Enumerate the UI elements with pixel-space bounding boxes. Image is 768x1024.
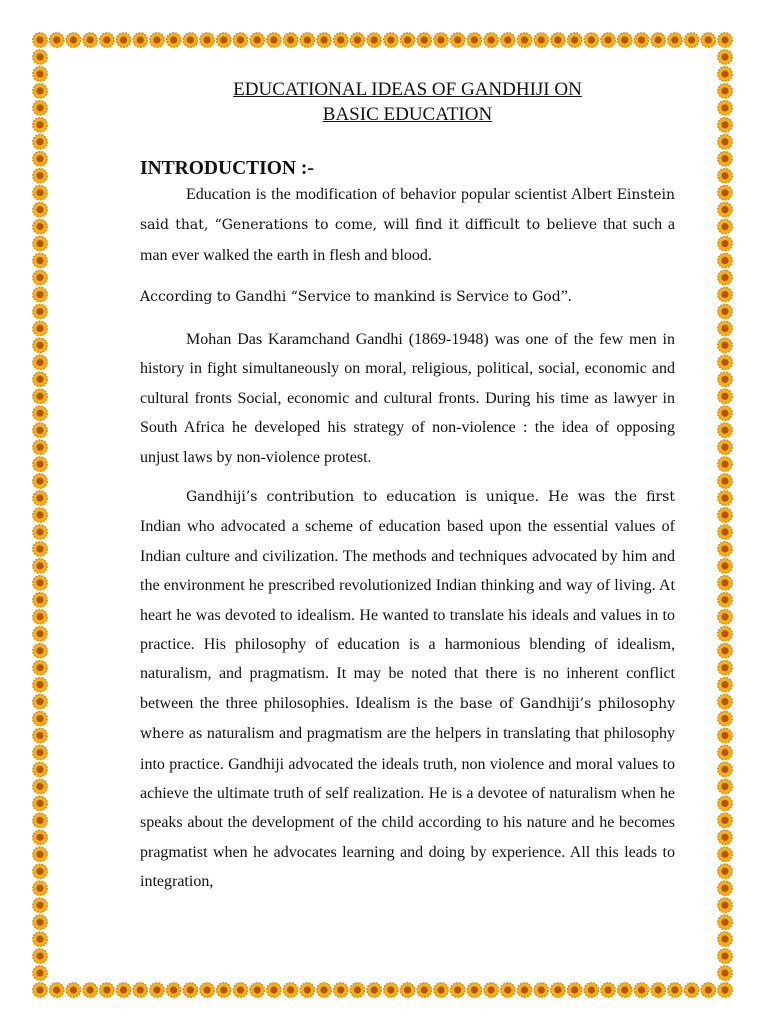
flower-ornament <box>718 185 732 199</box>
paragraph-4-part-a: Gandhiji’s contribution to education is unique. He was the first <box>186 489 675 505</box>
flower-ornament <box>718 491 732 505</box>
paragraph-1-part-a: Education is the modification of behavior popular scientist Albert <box>186 186 617 203</box>
flower-ornament <box>100 983 114 997</box>
paragraph-1-part-b: Einstein said that, “Generations to come, will find it difficult to believe <box>140 187 675 234</box>
flower-ornament <box>33 67 47 81</box>
flower-ornament <box>718 983 732 997</box>
flower-ornament <box>33 169 47 183</box>
flower-ornament <box>400 33 414 47</box>
flower-ornament <box>551 983 565 997</box>
paragraph-4 <box>140 482 675 897</box>
flower-ornament <box>33 576 47 590</box>
flower-ornament <box>267 33 281 47</box>
flower-ornament <box>718 50 732 64</box>
flower-ornament <box>718 796 732 810</box>
paragraph-2-part-b: ”. <box>560 288 572 305</box>
flower-ornament <box>718 423 732 437</box>
flower-ornament <box>33 966 47 980</box>
flower-ornament <box>718 67 732 81</box>
flower-ornament <box>718 728 732 742</box>
flower-ornament <box>618 33 632 47</box>
flower-ornament <box>684 983 698 997</box>
flower-ornament <box>33 627 47 641</box>
flower-ornament <box>33 593 47 607</box>
flower-ornament <box>100 33 114 47</box>
flower-ornament <box>718 847 732 861</box>
flower-ornament <box>133 983 147 997</box>
paragraph-1 <box>140 180 675 270</box>
flower-ornament <box>33 50 47 64</box>
flower-ornament <box>668 983 682 997</box>
flower-ornament <box>718 932 732 946</box>
flower-ornament <box>367 33 381 47</box>
flower-ornament <box>33 660 47 674</box>
flower-ornament <box>217 983 231 997</box>
flower-ornament <box>33 338 47 352</box>
paragraph-2-part-a: According to Gandhi “Service to mankind is Service to God <box>140 289 561 305</box>
flower-ornament <box>718 610 732 624</box>
flower-ornament <box>50 33 64 47</box>
flower-ornament <box>33 779 47 793</box>
flower-ornament <box>33 372 47 386</box>
flower-ornament <box>718 287 732 301</box>
flower-ornament <box>467 33 481 47</box>
flower-ornament <box>350 983 364 997</box>
flower-ornament <box>33 423 47 437</box>
flower-ornament <box>601 983 615 997</box>
flower-ornament <box>384 983 398 997</box>
flower-ornament <box>33 135 47 149</box>
flower-ornament <box>33 559 47 573</box>
flower-ornament <box>718 915 732 929</box>
paragraph-3: Mohan Das Karamchand Gandhi (1869-1948) was one of the few men in history in fight simultaneously on moral, religious, political, social, economic and cultural fronts Social, economic and cultural fronts. During his time as lawyer in South Africa he developed his strategy of non-violence : the idea of opposing unjust laws by non-violence protest. <box>140 331 675 466</box>
paragraph-4-part-b: Indian who advocated a scheme of education based upon the essential values of Indian culture and civilization. The methods and techniques advocated by him and the environment he prescribed revolutionized Indian thinking and way of living. At heart he was devoted to idealism. He wanted to translate his ideals and values in to practice. His philosophy of education is a harmonious blending of idealism, naturalism, and pragmatism. It may be noted that there is no inherent conflict between the three philosophies. Idealism is the <box>140 518 675 712</box>
flower-ornament <box>501 33 515 47</box>
flower-ornament <box>33 762 47 776</box>
flower-ornament <box>501 983 515 997</box>
flower-ornament <box>33 847 47 861</box>
flower-ornament <box>33 84 47 98</box>
flower-ornament <box>718 542 732 556</box>
flower-ornament <box>718 966 732 980</box>
flower-ornament <box>317 33 331 47</box>
flower-ornament <box>267 983 281 997</box>
flower-ornament <box>33 491 47 505</box>
flower-ornament <box>484 983 498 997</box>
flower-ornament <box>116 33 130 47</box>
flower-ornament <box>484 33 498 47</box>
flower-ornament <box>718 440 732 454</box>
flower-ornament <box>350 33 364 47</box>
flower-ornament <box>718 864 732 878</box>
flower-ornament <box>718 33 732 47</box>
flower-ornament <box>233 33 247 47</box>
flower-ornament <box>33 236 47 250</box>
flower-ornament <box>183 33 197 47</box>
flower-ornament <box>718 406 732 420</box>
flower-ornament <box>651 33 665 47</box>
flower-ornament <box>718 660 732 674</box>
flower-ornament <box>50 983 64 997</box>
flower-ornament <box>718 745 732 759</box>
flower-ornament <box>417 33 431 47</box>
flower-ornament <box>718 898 732 912</box>
flower-ornament <box>567 983 581 997</box>
flower-ornament <box>517 33 531 47</box>
flower-ornament <box>33 389 47 403</box>
flower-ornament <box>150 983 164 997</box>
flower-ornament <box>534 983 548 997</box>
flower-ornament <box>584 33 598 47</box>
flower-ornament <box>718 135 732 149</box>
section-heading-introduction: INTRODUCTION :- <box>140 158 314 179</box>
flower-ornament <box>718 84 732 98</box>
flower-ornament <box>33 33 47 47</box>
flower-ornament <box>33 796 47 810</box>
flower-ornament <box>183 983 197 997</box>
flower-ornament <box>651 983 665 997</box>
flower-ornament <box>434 33 448 47</box>
flower-ornament <box>33 694 47 708</box>
document-title-line-2: BASIC EDUCATION <box>322 104 493 125</box>
flower-ornament <box>718 270 732 284</box>
flower-ornament <box>718 677 732 691</box>
flower-ornament <box>718 762 732 776</box>
flower-ornament <box>200 983 214 997</box>
flower-ornament <box>400 983 414 997</box>
flower-ornament <box>718 694 732 708</box>
flower-ornament <box>33 440 47 454</box>
flower-ornament <box>33 677 47 691</box>
flower-ornament <box>33 864 47 878</box>
paragraph-1-part-c: that such a man ever walked the earth in flesh and blood. <box>140 216 675 264</box>
flower-ornament <box>33 457 47 471</box>
flower-ornament <box>467 983 481 997</box>
flower-ornament <box>718 152 732 166</box>
flower-ornament <box>33 542 47 556</box>
flower-ornament <box>417 983 431 997</box>
flower-ornament <box>367 983 381 997</box>
flower-ornament <box>283 33 297 47</box>
flower-ornament <box>701 983 715 997</box>
flower-ornament <box>33 270 47 284</box>
flower-ornament <box>450 983 464 997</box>
flower-ornament <box>634 33 648 47</box>
flower-ornament <box>33 813 47 827</box>
flower-ornament <box>718 304 732 318</box>
flower-ornament <box>33 287 47 301</box>
flower-ornament <box>718 593 732 607</box>
flower-ornament <box>718 236 732 250</box>
flower-ornament <box>33 508 47 522</box>
flower-ornament <box>83 33 97 47</box>
flower-ornament <box>718 779 732 793</box>
flower-ornament <box>718 219 732 233</box>
flower-ornament <box>33 728 47 742</box>
flower-ornament <box>33 898 47 912</box>
flower-ornament <box>33 152 47 166</box>
flower-ornament <box>718 372 732 386</box>
flower-ornament <box>150 33 164 47</box>
flower-ornament <box>718 881 732 895</box>
flower-ornament <box>217 33 231 47</box>
flower-ornament <box>334 33 348 47</box>
flower-ornament <box>33 915 47 929</box>
flower-ornament <box>33 202 47 216</box>
flower-ornament <box>300 983 314 997</box>
flower-ornament <box>33 253 47 267</box>
flower-ornament <box>33 932 47 946</box>
flower-ornament <box>718 101 732 115</box>
flower-ornament <box>718 949 732 963</box>
flower-ornament <box>33 304 47 318</box>
flower-ornament <box>300 33 314 47</box>
flower-ornament <box>66 33 80 47</box>
flower-ornament <box>250 33 264 47</box>
paragraph-2 <box>140 282 675 312</box>
flower-ornament <box>33 101 47 115</box>
flower-ornament <box>718 338 732 352</box>
flower-ornament <box>450 33 464 47</box>
flower-ornament <box>718 474 732 488</box>
flower-ornament <box>718 169 732 183</box>
flower-ornament <box>133 33 147 47</box>
flower-ornament <box>718 525 732 539</box>
flower-ornament <box>116 983 130 997</box>
flower-ornament <box>33 983 47 997</box>
flower-ornament <box>33 185 47 199</box>
flower-ornament <box>317 983 331 997</box>
flower-ornament <box>718 118 732 132</box>
flower-ornament <box>33 644 47 658</box>
flower-ornament <box>166 33 180 47</box>
flower-ornament <box>384 33 398 47</box>
flower-ornament <box>634 983 648 997</box>
flower-ornament <box>718 576 732 590</box>
flower-ornament <box>684 33 698 47</box>
flower-ornament <box>718 559 732 573</box>
flower-ornament <box>551 33 565 47</box>
flower-ornament <box>250 983 264 997</box>
flower-ornament <box>718 355 732 369</box>
flower-ornament <box>33 219 47 233</box>
flower-ornament <box>200 33 214 47</box>
flower-ornament <box>517 983 531 997</box>
flower-ornament <box>718 202 732 216</box>
document-title-line-1: EDUCATIONAL IDEAS OF GANDHIJI ON <box>233 79 582 100</box>
flower-ornament <box>33 610 47 624</box>
flower-ornament <box>334 983 348 997</box>
flower-ornament <box>283 983 297 997</box>
flower-ornament <box>718 508 732 522</box>
flower-ornament <box>718 830 732 844</box>
flower-ornament <box>718 457 732 471</box>
flower-ornament <box>33 406 47 420</box>
paragraph-4-part-c: base of Gandhiji’s philosophy where <box>140 695 675 743</box>
paragraph-4-part-d: as naturalism and pragmatism are the helpers in translating that philosophy into practice. Gandhiji advocated the ideals truth, non violence and moral values to achieve the ultimate truth of self realization. He is a devotee of naturalism when he speaks about the development of the child according to his nature and he becomes pragmatist when he advocates learning and doing by experience. All this leads to integration, <box>140 725 675 891</box>
flower-ornament <box>66 983 80 997</box>
flower-ornament <box>33 949 47 963</box>
flower-ornament <box>233 983 247 997</box>
flower-ornament <box>33 355 47 369</box>
flower-ornament <box>718 321 732 335</box>
flower-ornament <box>33 711 47 725</box>
flower-ornament <box>33 321 47 335</box>
flower-ornament <box>718 253 732 267</box>
flower-ornament <box>668 33 682 47</box>
flower-ornament <box>434 983 448 997</box>
flower-ornament <box>718 627 732 641</box>
flower-ornament <box>618 983 632 997</box>
flower-ornament <box>601 33 615 47</box>
flower-ornament <box>718 644 732 658</box>
flower-ornament <box>83 983 97 997</box>
flower-ornament <box>33 881 47 895</box>
flower-ornament <box>33 830 47 844</box>
flower-ornament <box>166 983 180 997</box>
flower-ornament <box>718 711 732 725</box>
flower-ornament <box>718 813 732 827</box>
flower-ornament <box>701 33 715 47</box>
flower-ornament <box>33 745 47 759</box>
flower-ornament <box>718 389 732 403</box>
flower-ornament <box>567 33 581 47</box>
flower-ornament <box>584 983 598 997</box>
flower-ornament <box>33 474 47 488</box>
flower-ornament <box>33 525 47 539</box>
flower-ornament <box>534 33 548 47</box>
flower-ornament <box>33 118 47 132</box>
